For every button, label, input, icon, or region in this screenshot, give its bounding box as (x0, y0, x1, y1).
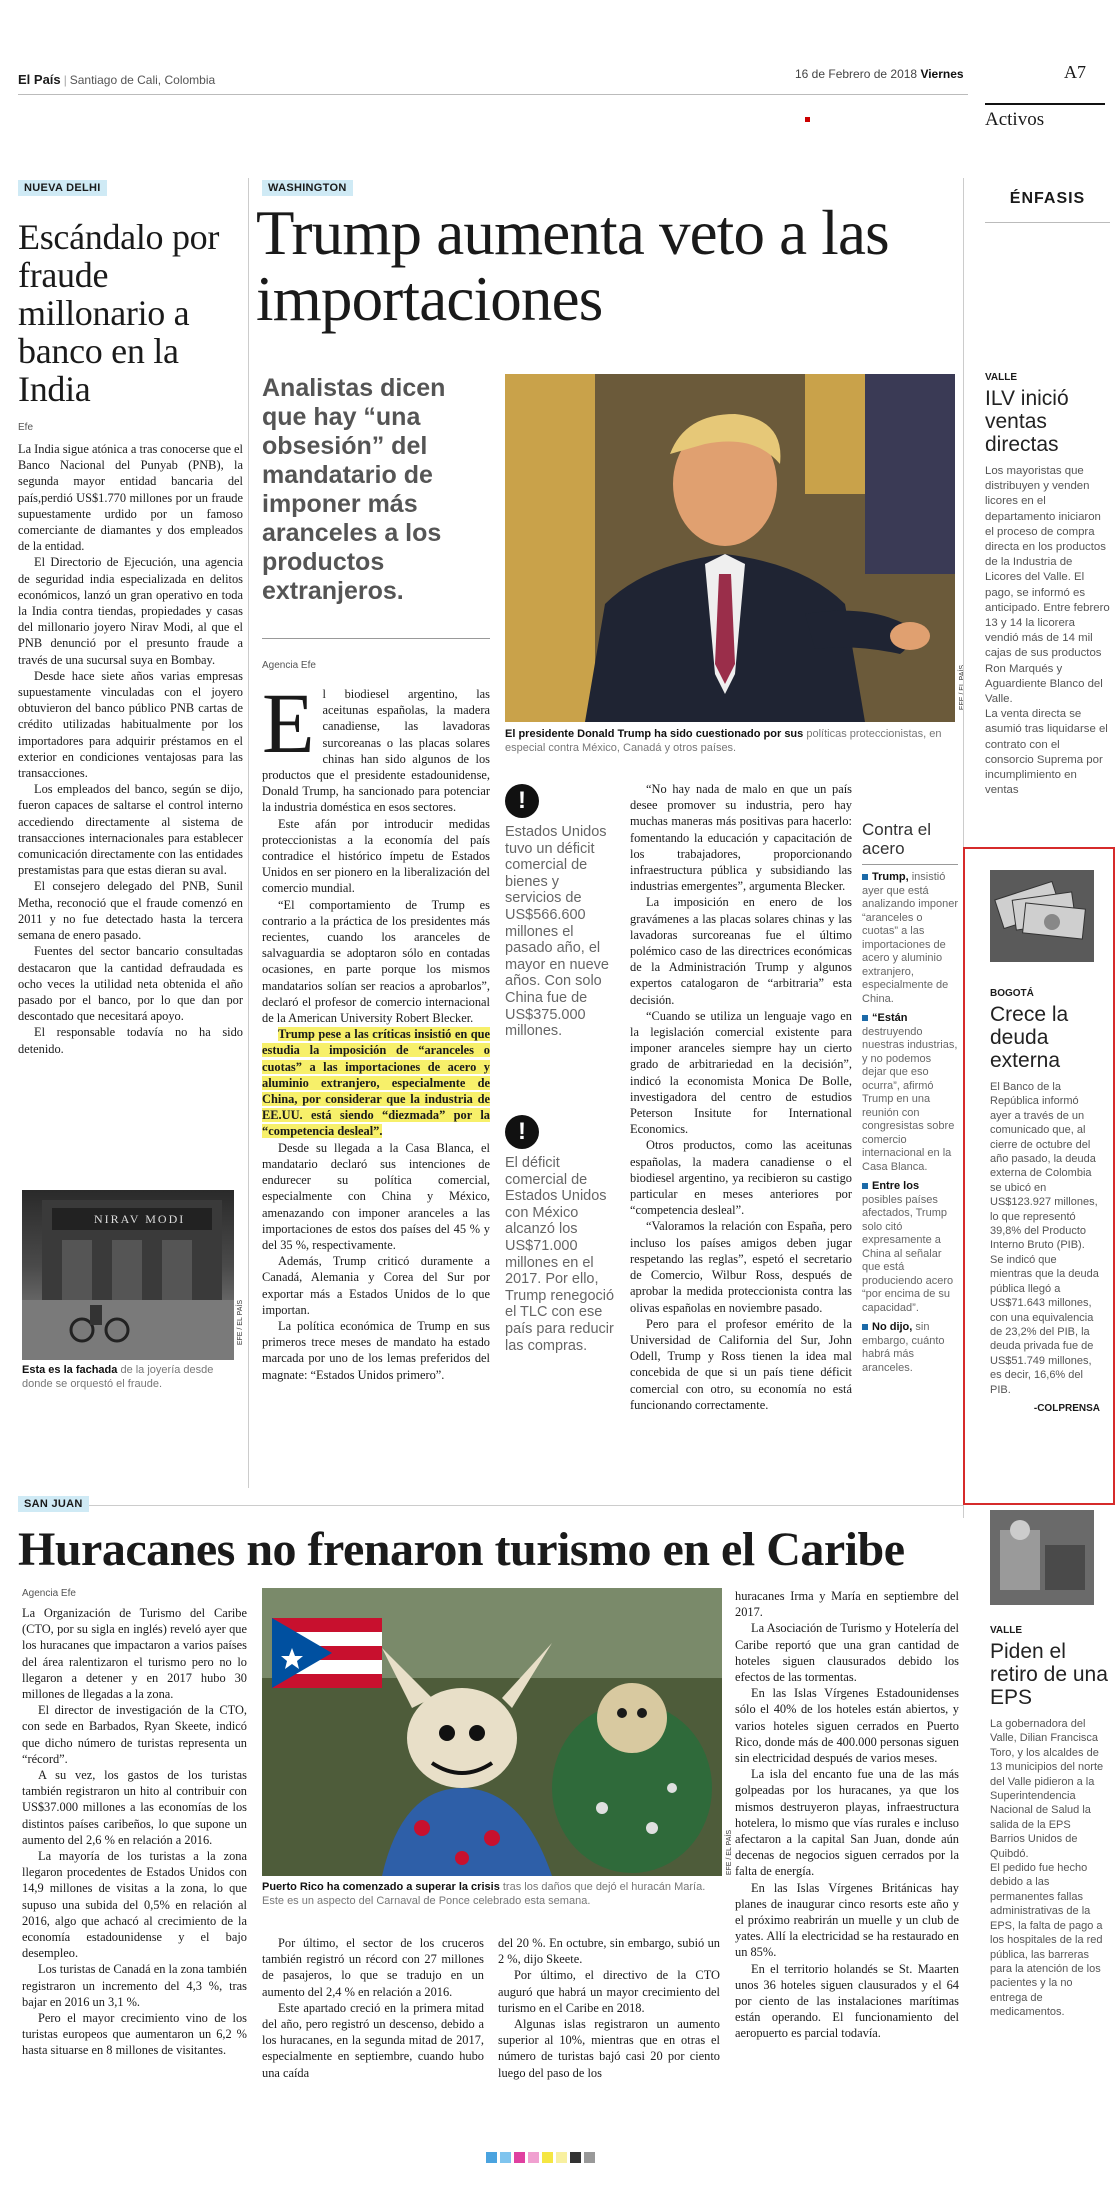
sidebar-list (862, 871, 958, 1375)
india-kicker: NUEVA DELHI (18, 180, 107, 196)
carnival-photo (262, 1588, 722, 1876)
paragraph: En las Islas Vírgenes Estadounidenses sólo el 40% de los hoteles están abiertos, y varios hoteles siguen cerrados en Puerto Rico, donde más de 400.000 personas siguen sin electricidad después de varios meses. (735, 1686, 959, 1766)
india-headline: Escándalo por fraude millonario a banco en la India (18, 217, 220, 409)
paragraph: Desde su llegada a la Casa Blanca, el mandatario declaró sus intenciones de endurecer su política comercial, especialmente con China y México, amenazando con imponer aranceles a las importaciones de estos dos países del 45 % y del 35 %, respectivamente. (262, 1140, 490, 1252)
column-divider (248, 178, 249, 1488)
photo-credit: EFE / EL PAÍS (237, 1300, 244, 1346)
section-rule (18, 1505, 963, 1506)
paragraph: huracanes Irma y María en septiembre del 2017. (735, 1589, 959, 1620)
caribe-column-2 (262, 1935, 484, 2081)
paragraph: Además, Trump criticó duramente a Canadá, Alemania y Corea del Sur por exportar más a Estados Unidos de lo que importan. (262, 1254, 490, 1317)
india-body (18, 441, 243, 1057)
edition-date: 16 de Febrero de 2018 Viernes (795, 67, 964, 81)
masthead-rule (18, 94, 968, 95)
trump-kicker: WASHINGTON (262, 180, 353, 196)
paragraph: El director de investigación de la CTO, con sede en Barbados, Ryan Skeete, indicó que dicho número de turistas representa un “récord”. (22, 1703, 247, 1766)
alert-icon: ! (505, 1115, 539, 1149)
india-article (18, 178, 243, 1057)
paragraph: Pero el mayor crecimiento vino de los turistas europeos que aumentaron un 6,2 % hasta situarse en 8 millones de visitantes. (22, 2011, 247, 2058)
paragraph: Este afán por introducir medidas proteccionistas a la economía del país contradice el histórico ímpetu de Estados Unidos en ser pionero en la liberalización del comercio mundial. (262, 816, 490, 896)
alert-icon: ! (505, 784, 539, 818)
fact-text: Estados Unidos tuvo un déficit comercial de bienes y servicios de US$566.600 millones el pasado año, el mayor en nueve años. Con solo China fue de US$375.000 millones. (505, 824, 609, 1040)
paragraph: La política económica de Trump en sus primeros trece meses de mandato ha estado marcada por uno de los lemas preferidos del magnate: “Estados Unidos primero”. (262, 1318, 490, 1382)
paragraph: “Cuando se utiliza un lenguaje vago en la legislación comercial existente para imponer aranceles siempre hay un cierto grado de arbitrariedad en la decisión”, indicó la economista Monica De Bolle, investigadora del centro de estudios Peterson Insitute for International Economics. (630, 1008, 852, 1137)
paragraph: La isla del encanto fue una de las más golpeadas por los huracanes, ya que los mismos destruyeron playas, infraestructura hotelera, lo mismo que vías rurales e incluso afectaron a la capital San Juan, donde aún decenas de negocios siguen cerrados por la falta de energía. (735, 1767, 959, 1879)
caribe-kicker-wrap (18, 1494, 89, 1512)
paragraph: Desde hace siete años varias empresas supuestamente vinculadas con el joyero obtuvieron del banco público PNB cartas de crédito utilizadas habitualmente por los importadores para adquirir préstamos en el exterior en condiciones ventajosas para las transacciones. (18, 668, 243, 781)
caribe-column-1 (22, 1605, 247, 2059)
source-credit: -COLPRENSA (1033, 1402, 1100, 1414)
paragraph: Los empleados del banco, según se dijo, fueron capaces de saltarse el control interno accediendo directamente al sistema de transacciones internacionales para establecer comunicación directamente con las entidades prestamistas para que estas dieran su aval. (18, 782, 243, 878)
trump-headline: Trump aumenta veto a las importaciones (256, 198, 889, 334)
list-item: No dijo, sin embargo, cuánto habrá más aranceles. (862, 1321, 945, 1374)
paragraph: Este apartado creció en la primera mitad del año, pero registró un descenso, debido a los huracanes, en la segunda mitad de 2017, especialmente en septiembre, cuando hubo una caída (262, 2000, 484, 2080)
masthead: El País | Santiago de Cali, Colombia (18, 72, 216, 87)
money-photo (990, 870, 1094, 962)
rail-story-1: VALLE ILV inició ventas directas Los mayoristas que distribuyen y venden licores en el departamento iniciaron el proceso de compra directa en los productos de la Industria de Licores del Valle. El pago, se informó es anticipado. Entre febrero 13 y 14 la licorera vendió más de 14 mil cajas de sus productos Ron Marqués y Aguardiente Blanco del Valle. La venta directa se asumió tras liquidarse el contrato con el consorcio Suprema por incumplimiento en ventas (985, 372, 1110, 797)
caribe-kicker: SAN JUAN (18, 1496, 89, 1512)
paragraph: La Organización de Turismo del Caribe (CTO, por su sigla en inglés) reveló ayer que los huracanes que impactaron a varios países del área ralentizaron el turismo pero no lo llegaron a detener y en 2017 hubo 30 millones de llegadas a la zona. (22, 1606, 247, 1702)
fact-box-1 (505, 784, 617, 1040)
photo-credit: EFE / EL PAÍS (726, 1830, 733, 1876)
list-item: “Están destruyendo nuestras industrias, y no podemos dejar que eso ocurra”, afirmó Trump en una reunión con congresistas sobre comercio internacional en la Casa Blanca. (862, 1012, 958, 1173)
paragraph: En el territorio holandés se St. Maarten unos 36 hoteles siguen clausurados y el 64 por ciento de las instalaciones marítimas están operando. El funcionamiento del aeropuerto es parcial todavía. (735, 1961, 959, 2041)
sidebar-title: Contra el acero (862, 820, 931, 858)
rail-story-3: VALLE Piden el retiro de una EPS La gobernadora del Valle, Dilian Francisca Toro, y los alcaldes de 13 municipios del norte del Valle pidieron a la Superintendencia Nacional de Salud la salida de la EPS Barrios Unidos de Quibdó. El pedido fue hecho debido a las permanentes fallas administrativas de la EPS, la falta de pago a los hospitales de la red pública, las barreras para la atención de los pacientes y la no entrega de medicamentos. (990, 1625, 1108, 2019)
paragraph: La imposición en enero de los gravámenes a las placas solares chinas y las lavadoras surcoreanas fue el último polémico caso de las directrices económicas de la Administración Trump y algunos expertos catalogaron de “arbitraria” esta decisión. (630, 895, 852, 1007)
trump-kicker-wrap (262, 178, 353, 196)
eps-photo (990, 1510, 1094, 1605)
paragraph: En las Islas Vírgenes Británicas hay planes de inaugurar cinco resorts este año y el próximo reabrirán un muelle y un club de yates. Allí la electricidad se ha restaurado en un 85%. (735, 1880, 959, 1960)
section-name: Activos (985, 103, 1105, 131)
highlighted-paragraph: Trump pese a las críticas insistió en que estudia la imposición de “aranceles o cuotas” a las importaciones de acero y aluminio extranjero, especialmente de China, por considerar que la industria de EE.UU. está siendo “diezmada” por la “competencia desleal”. (262, 1027, 490, 1139)
india-caption: Esta es la fachada de la joyería desde donde se orquestó el fraude. (22, 1364, 214, 1390)
paragraph: El consejero delegado del PNB, Sunil Metha, reconoció que el fraude comenzó en 2011 y no fue detectado hasta la tercera semana de enero pasado. (18, 879, 243, 943)
trump-photo (505, 374, 955, 722)
paragraph: Por último, el sector de los cruceros también registró un récord con 27 millones de pasajeros, lo que se tradujo en un aumento del 2,4 % en relación a 2016. (262, 1936, 484, 1999)
list-item: Entre los posibles países afectados, Trump solo citó expresamente a China al señalar que está produciendo acero “por encima de su capacidad”. (862, 1180, 954, 1314)
paragraph: El Directorio de Ejecución, una agencia de seguridad india especializada en delitos económicos, lanzó un gran operativo en toda la India contra tiendas, propiedades y casas del millonario joyero Nirav Modi, al que el PNB denunció por el presunto fraude a través de una sucursal suya en Bombay. (18, 555, 243, 667)
page-number: A7 (1064, 62, 1086, 82)
color-registration-bar (486, 2150, 598, 2168)
paragraph: del 20 %. En octubre, sin embargo, subió un 2 %, dijo Skeete. (498, 1936, 720, 1967)
list-item: Trump, insistió ayer que está analizando imponer “aranceles o cuotas” a las importaciones de acero y aluminio extranjero, especialmente de China. (862, 871, 959, 1005)
rail-story-2: BOGOTÁ Crece la deuda externa El Banco de la República informó ayer a través de un comunicado que, al cierre de octubre del año pasado, la deuda externa de Colombia se ubicó en US$123.927 millones, lo que representó 39,8% del Producto Interno Bruto (PIB). Se indicó que mientras que la deuda pública llegó a US$71.643 millones, con una equivalencia de 23,2% del PIB, la deuda privada fue de US$51.749 millones, es decir, 16,6% del PIB. -COLPRENSA (990, 988, 1100, 1414)
paper-location: Santiago de Cali, Colombia (69, 73, 216, 87)
store-sign: NIRAV MODI (94, 1212, 186, 1226)
carnival-caption: Puerto Rico ha comenzado a superar la crisis tras los daños que dejó el huracán María. Este es un aspecto del Carnaval de Ponce celebrado esta semana. (262, 1881, 706, 1907)
contra-sidebar (862, 820, 958, 1381)
trump-byline: Agencia Efe (262, 660, 316, 671)
paper-name: El País (18, 72, 61, 87)
caribe-headline: Huracanes no frenaron turismo en el Caribe (18, 1523, 905, 1576)
deck-rule (262, 638, 490, 639)
enfasis-header: ÉNFASIS (985, 190, 1110, 223)
trump-column-1 (262, 675, 490, 1383)
paragraph: Pero para el profesor emérito de la Universidad de California del Sur, John Odell, Trump y Ross tienen la idea mal concebida de que si un país tiene déficit comercial con otro, su economía no está funcionando correctamente. (630, 1316, 852, 1412)
india-photo (22, 1190, 234, 1360)
fact-text: El déficit comercial de Estados Unidos con México alcanzó los US$71.000 millones en el 2017. Por ello, Trump renegoció el TLC con ese país para reducir las compras. (505, 1155, 615, 1354)
caribe-byline: Agencia Efe (22, 1588, 76, 1599)
paragraph: La mayoría de los turistas a la zona llegaron procedentes de Estados Unidos con 14,9 millones de visitas a la zona, lo que supuso una subida del 0,5% en relación al 2016, algo que achacó al crecimiento de la economía estadounidense y el bajo desempleo. (22, 1849, 247, 1961)
paragraph: “El comportamiento de Trump es contrario a la práctica de los presidentes más recientes, cuando los aranceles de salvaguardia se adoptaron sólo en contadas ocasiones, en parte porque los mismos mandatarios solían ser reacios a aprobarlos”, declaró el profesor de comercio internacional de la American University Robert Blecker. (262, 897, 490, 1026)
paragraph: Otros productos, como las aceitunas españolas, la madera canadiense o el biodiesel argentino, ya recibieron su castigo particular en meses anteriores por “competencia desleal”. (630, 1138, 852, 1218)
paragraph: Fuentes del sector bancario consultadas destacaron que la cantidad defraudada es ocho veces la utilidad neta obtenida el año pasado por el banco, por lo que dan por descontado que necesitará apoyo. (18, 944, 243, 1024)
paragraph: El responsable todavía no ha sido detenido. (18, 1025, 243, 1056)
paragraph: Por último, el directivo de la CTO auguró que habrá un mayor crecimiento del turismo en el Caribe en 2018. (498, 1968, 720, 2015)
paragraph: l biodiesel argentino, las aceitunas españolas, la madera canadiense, las lavadoras surcoreanas o las placas solares chinas han sido algunos de los productos que el presidente estadounidense, Donald Trump, ha sancionado para potenciar la industria doméstica en esos sectores. (262, 687, 490, 815)
sidebar-rule (862, 864, 958, 865)
trump-deck: Analistas dicen que hay “una obsesión” del mandatario de imponer más aranceles a los productos extranjeros. (262, 374, 446, 605)
caribe-column-4 (735, 1588, 959, 2042)
fact-box-2 (505, 1115, 617, 1354)
india-byline: Efe (18, 422, 34, 433)
trump-column-3 (630, 781, 852, 1413)
paragraph: Los turistas de Canadá en la zona también registraron un incremento del 4,3 %, tras bajar en 2016 un 3,1 %. (22, 1962, 247, 2009)
paragraph: La Asociación de Turismo y Hotelería del Caribe reportó que una gran cantidad de hoteles siguen clausurados debido los efectos de las tormentas. (735, 1621, 959, 1685)
trump-caption: El presidente Donald Trump ha sido cuestionado por sus políticas proteccionistas, en especial contra México, Canadá y otros países. (505, 728, 942, 754)
registration-dot (805, 117, 810, 122)
paragraph: “No hay nada de malo en que un país desee promover su industria, pero hay muchas maneras más positivas para hacerlo: fomentando la educación y capacitación de los trabajadores, proporcionando infraestructura pública y subsidiando las industrias emergentes”, argumenta Blecker. (630, 782, 852, 894)
paragraph: Algunas islas registraron un aumento superior al 10%, mientras que en otras el número de turistas bajó casi 20 por ciento luego del paso de los (498, 2017, 720, 2080)
paragraph: A su vez, los gastos de los turistas también registraron un hito al contribuir con US$37.000 millones a las economías de los distintos países caribeños, lo que supone un aumento del 2,6 % en relación a 2016. (22, 1768, 247, 1847)
paragraph: La India sigue atónica a tras conocerse que el Banco Nacional del Punyab (PNB), la segunda mayor entidad bancaria del país,perdió US$1.770 millones por un fraude supuestamente urdido por un famoso comerciante de diamantes y dos empleados de la entidad. (18, 442, 243, 554)
caribe-column-3 (498, 1935, 720, 2081)
paragraph: “Valoramos la relación con España, pero incluso los países amigos deben jugar respetando las reglas”, espetó el secretario de Comercio, Wilbur Ross, después de aprobar la medida proteccionista contra las olivas españolas en noviembre pasado. (630, 1219, 852, 1315)
dropcap: E (262, 675, 315, 771)
